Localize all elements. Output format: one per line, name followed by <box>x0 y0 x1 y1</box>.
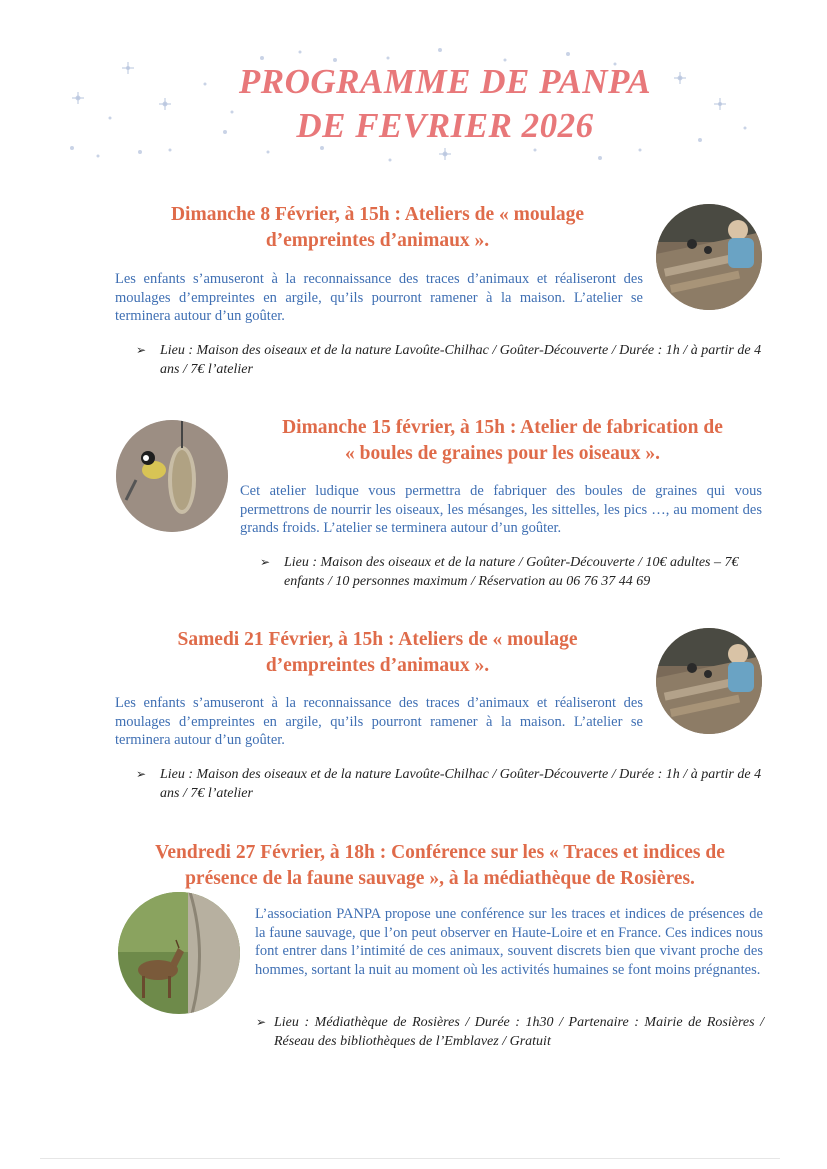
event-1-workshop-photo <box>656 204 762 310</box>
event-3-description: Les enfants s’amuseront à la reconnaissance des traces d’animaux et réaliseront des moulages d’empreintes en argile, qu’ils pourront ramener à la maison. L’atelier se terminera autour d’un goûter. <box>115 695 643 748</box>
event-1-title-line1: Dimanche 8 Février, à 15h : Ateliers de « moulage <box>170 204 585 225</box>
event-2-details <box>260 553 764 591</box>
bullet-arrow-icon: ➢ <box>136 343 147 357</box>
event-1-details <box>136 341 763 379</box>
event-1-title <box>120 202 635 254</box>
event-4-description: L’association PANPA propose une conférence sur les traces et indices de présences de la faune sauvage, que l’on peut observer en Haute-Loire et en France. Ces indices nous font entrer dans l’intimité de ces animaux, souvent discrets bien que vivant proche des hommes, sortant la nuit au moment où les activités humaines se font moins prégnantes. <box>255 906 763 978</box>
event-2-title-line2: « boules de graines pour les oiseaux ». <box>345 443 660 464</box>
page-title-line2: DE FEVRIER 2026 <box>296 106 594 145</box>
event-3-title-line1: Samedi 21 Février, à 15h : Ateliers de « moulage <box>177 629 578 650</box>
bullet-arrow-icon: ➢ <box>260 555 271 569</box>
event-4-title-line1: Vendredi 27 Février, à 18h : Conférence sur les « Traces et indices de <box>155 842 725 863</box>
bullet-arrow-icon: ➢ <box>256 1015 267 1029</box>
page-bottom-edge <box>40 1158 780 1159</box>
event-4-title <box>100 840 780 892</box>
event-2-description: Cet atelier ludique vous permettra de fabriquer des boules de graines qui vous permettrons de nourrir les oiseaux, les mésanges, les sittelles, les pics …, au moment des grands froids. L’atelier se terminera autour d’un goûter. <box>240 483 762 536</box>
event-2-title <box>250 415 755 467</box>
event-1-description: Les enfants s’amuseront à la reconnaissance des traces d’animaux et réaliseront des moulages d’empreintes en argile, qu’ils pourront ramener à la maison. L’atelier se terminera autour d’un goûter. <box>115 271 643 324</box>
event-3-workshop-photo <box>656 628 762 734</box>
page-title-line1: PROGRAMME DE PANPA <box>238 62 652 101</box>
event-1-details-text: Lieu : Maison des oiseaux et de la nature Lavoûte-Chilhac / Goûter-Découverte / Durée : 1h / à partir de 4 ans / 7€ l’atelier <box>160 343 762 377</box>
event-4-details-text: Lieu : Médiathèque de Rosières / Durée : 1h30 / Partenaire : Mairie de Rosières / Réseau des bibliothèques de l’Emblavez / Gratuit <box>274 1015 764 1049</box>
event-2-title-line1: Dimanche 15 février, à 15h : Atelier de fabrication de <box>282 417 723 438</box>
bullet-arrow-icon: ➢ <box>136 767 147 781</box>
event-2-bird-feeder-photo <box>116 420 228 532</box>
event-4-deer-photo <box>118 892 240 1014</box>
event-2-details-text: Lieu : Maison des oiseaux et de la nature / Goûter-Découverte / 10€ adultes – 7€ enfants / 10 personnes maximum / Réservation au 06 76 37 44 69 <box>284 555 739 589</box>
event-3-details-text: Lieu : Maison des oiseaux et de la nature Lavoûte-Chilhac / Goûter-Découverte / Durée : 1h / à partir de 4 ans / 7€ l’atelier <box>160 767 762 801</box>
event-3-details <box>136 765 763 803</box>
event-4-title-line2: présence de la faune sauvage », à la médiathèque de Rosières. <box>185 868 695 889</box>
event-1-title-line2: d’empreintes d’animaux ». <box>265 230 490 251</box>
event-3-title-line2: d’empreintes d’animaux ». <box>265 655 490 676</box>
event-4-details <box>256 1013 764 1051</box>
event-3-title <box>120 627 635 679</box>
